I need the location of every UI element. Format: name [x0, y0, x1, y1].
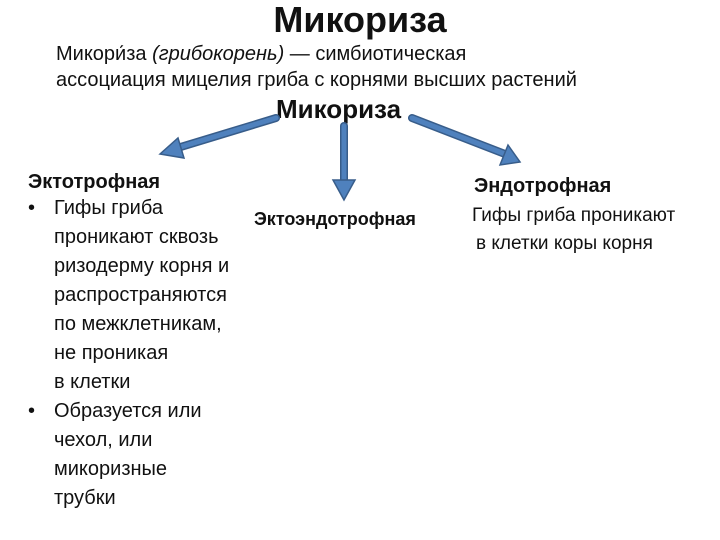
definition-synonym: (грибокорень): [152, 43, 285, 65]
endotrophic-text-line-2: в клетки коры корня: [476, 233, 653, 254]
endotrophic-text-line-1: Гифы гриба проникают: [472, 205, 676, 226]
ectotrophic-bullet-2: • Образуется или чехол, или микоризные трубки: [28, 397, 268, 513]
definition-text: — симбиотическая: [284, 43, 467, 65]
arrow-down: [333, 126, 355, 200]
page-title: Микориза: [273, 0, 447, 40]
ectotrophic-list: [28, 194, 268, 513]
central-node-title: Микориза: [276, 94, 402, 124]
arrow-left: [160, 118, 276, 158]
ectoendotrophic-title: Эктоэндотрофная: [254, 209, 416, 229]
endotrophic-title: Эндотрофная: [474, 175, 612, 197]
ectotrophic-bullet-1: • Гифы гриба проникают сквозь ризодерму корня и распространяются по межклетникам, не проникая в клетки: [28, 194, 268, 397]
ectotrophic-title: Эктотрофная: [28, 171, 161, 193]
arrow-right: [412, 118, 520, 165]
definition-term: Микори́за: [56, 43, 147, 65]
definition-line-2: ассоциация мицелия гриба с корнями высших растений: [56, 69, 577, 91]
